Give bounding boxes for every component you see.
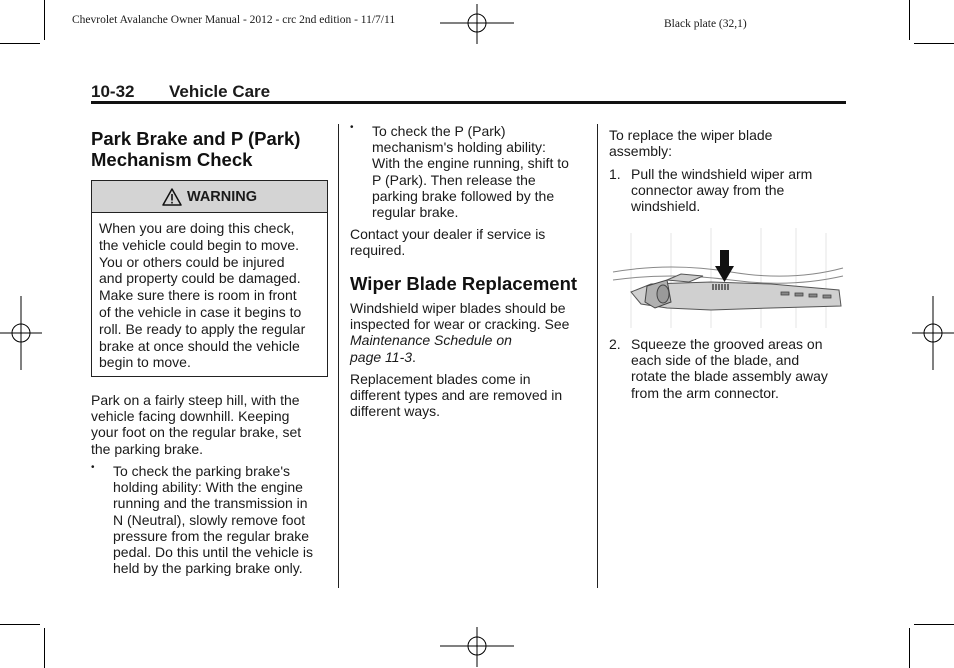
text-line: With the engine running, shift to (372, 155, 569, 172)
text-line: Replacement blades come in (350, 371, 531, 387)
plate-label: Black plate (32,1) (664, 18, 747, 30)
step-1 (609, 166, 812, 215)
inspection-paragraph (350, 300, 569, 365)
text-line: your foot on the regular brake, set (91, 424, 302, 441)
text-line: different types and are removed in (350, 387, 563, 404)
registration-mark-left (0, 296, 42, 370)
header-rule (91, 101, 846, 104)
text-line: required. (350, 242, 406, 259)
text-line: Windshield wiper blades should be (350, 300, 566, 316)
warning-header (92, 181, 327, 213)
wiper-blade-heading: Wiper Blade Replacement (350, 273, 578, 294)
column-divider (338, 124, 339, 588)
text-line: N (Neutral), slowly remove foot (113, 511, 306, 528)
column-divider (597, 124, 598, 588)
crop-mark (909, 0, 910, 40)
crop-mark (914, 43, 954, 44)
text-line: rotate the blade assembly away (631, 368, 828, 385)
wiper-blade-illustration (611, 228, 844, 330)
park-brake-heading (91, 128, 300, 170)
registration-mark-bottom (440, 627, 514, 667)
crop-mark (0, 43, 40, 44)
step-number: 1. (609, 166, 621, 182)
text-line: each side of the blade, and (631, 352, 800, 369)
text-line: from the arm connector. (631, 384, 779, 401)
text-line: P (Park). Then release the (372, 171, 536, 188)
section-number: 10-32 (91, 82, 135, 101)
contact-dealer-paragraph (350, 226, 545, 258)
bullet-marker: • (350, 122, 354, 133)
crop-mark (909, 628, 910, 668)
text-period: . (412, 348, 416, 365)
bullet-marker: • (91, 462, 95, 473)
crop-mark (44, 628, 45, 668)
warning-line: and property could be damaged. (99, 270, 301, 287)
warning-line: the vehicle could begin to move. (99, 236, 300, 253)
heading-line: Mechanism Check (91, 149, 253, 170)
warning-line: When you are doing this check, (99, 220, 295, 236)
replacement-paragraph (350, 371, 562, 420)
maintenance-schedule-link[interactable]: Maintenance Schedule on (350, 332, 512, 349)
registration-mark-top (440, 4, 514, 44)
text-line: Squeeze the grooved areas on (631, 336, 823, 352)
warning-box (91, 180, 328, 377)
text-line: holding ability: With the engine (113, 479, 303, 496)
text-line: different ways. (350, 403, 441, 420)
text-line: assembly: (609, 143, 673, 160)
park-hill-paragraph (91, 392, 301, 457)
text-line: regular brake. (372, 204, 459, 221)
text-line: Contact your dealer if service is (350, 226, 546, 242)
text-line: connector away from the (631, 182, 785, 199)
doc-info-header: Chevrolet Avalanche Owner Manual - 2012 - crc 2nd edition - 11/7/11 (72, 14, 396, 26)
text-line: To replace the wiper blade (609, 127, 773, 143)
text-line: To check the P (Park) (372, 123, 506, 139)
text-line: Park on a fairly steep hill, with the (91, 392, 300, 408)
warning-line: You or others could be injured (99, 253, 285, 270)
text-line: inspected for wear or cracking. See (350, 316, 570, 333)
park-mechanism-bullet (372, 123, 569, 220)
text-line: held by the parking brake only. (113, 560, 303, 577)
step-number: 2. (609, 336, 621, 352)
page-reference-link[interactable]: page 11-3 (350, 348, 413, 365)
warning-triangle-icon (162, 188, 182, 206)
warning-line: of the vehicle in case it begins to (99, 303, 302, 320)
warning-line: begin to move. (99, 354, 191, 371)
crop-mark (914, 624, 954, 625)
text-line: To check the parking brake's (113, 463, 290, 479)
text-line: windshield. (631, 198, 701, 215)
text-line: pressure from the regular brake (113, 527, 310, 544)
warning-line: brake at once should the vehicle (99, 337, 300, 354)
warning-text (92, 213, 327, 371)
warning-title: WARNING (186, 188, 258, 205)
replace-intro (609, 127, 772, 159)
text-line: the parking brake. (91, 440, 204, 457)
text-line: mechanism's holding ability: (372, 139, 546, 156)
text-line: parking brake followed by the (372, 187, 555, 204)
parking-brake-bullet (113, 463, 313, 576)
registration-mark-right (912, 296, 954, 370)
text-line: vehicle facing downhill. Keeping (91, 408, 290, 425)
crop-mark (44, 0, 45, 40)
crop-mark (0, 624, 40, 625)
section-title: Vehicle Care (169, 82, 271, 101)
text-line: Pull the windshield wiper arm (631, 166, 813, 182)
text-line: pedal. Do this until the vehicle is (113, 544, 313, 561)
warning-line: roll. Be ready to apply the regular (99, 320, 306, 337)
warning-line: Make sure there is room in front (99, 287, 297, 304)
step-2 (609, 336, 828, 401)
text-line: running and the transmission in (113, 495, 308, 512)
heading-line: Park Brake and P (Park) (91, 128, 301, 149)
